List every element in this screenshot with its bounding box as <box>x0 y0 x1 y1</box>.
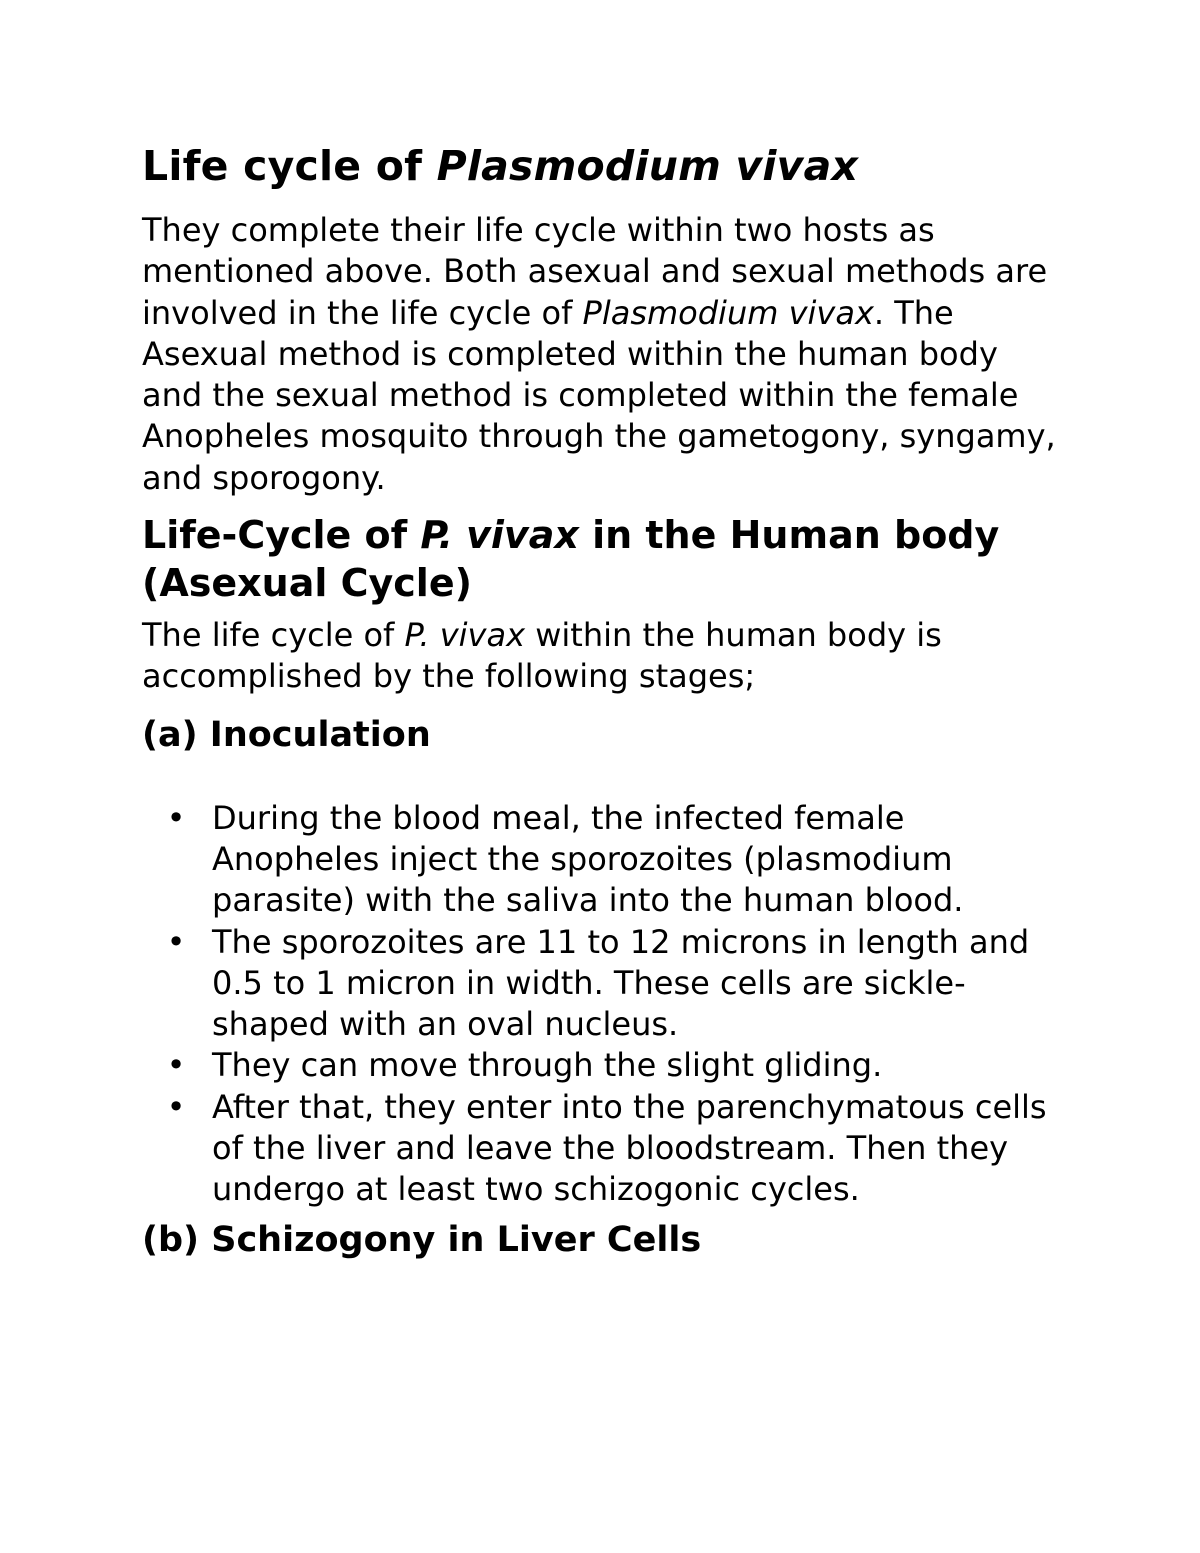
bullet-icon: • <box>166 1087 186 1126</box>
inoculation-heading: (a) Inoculation <box>142 714 431 755</box>
section-heading-prefix: Life-Cycle of <box>142 513 421 558</box>
document-page <box>142 136 1062 1277</box>
list-item <box>142 1045 1062 1086</box>
section-heading-suffix: in the Human body (Asexual Cycle) <box>142 513 1000 606</box>
list-item-text: During the blood meal, the infected female Anopheles inject the sporozoites (plasmodium parasite) with the saliva into the human blood. <box>212 798 964 920</box>
bullet-icon: • <box>166 922 186 961</box>
bullet-icon: • <box>166 798 186 837</box>
human-cycle-text-2: within the human body is accomplished by the following stages; <box>142 616 942 696</box>
human-cycle-paragraph <box>142 615 1062 698</box>
title-prefix: Life cycle of <box>142 142 437 190</box>
intro-species: Plasmodium vivax <box>582 293 874 332</box>
intro-text-1: They complete their life cycle within two hosts as mentioned above. Both asexual and sexual methods are involved in the life cycle of <box>142 211 1048 332</box>
section-heading-species: P. vivax <box>420 513 579 558</box>
list-item <box>142 798 1062 922</box>
human-cycle-text-1: The life cycle of <box>142 616 405 655</box>
list-item-text: After that, they enter into the parenchymatous cells of the liver and leave the bloodstream. Then they undergo at least two schizogonic cycles. <box>212 1087 1047 1209</box>
section-heading-human-cycle <box>142 511 1062 607</box>
list-item-text: The sporozoites are 11 to 12 microns in length and 0.5 to 1 micron in width. These cells are sickle-shaped with an oval nucleus. <box>212 922 1030 1044</box>
schizogony-heading: (b) Schizogony in Liver Cells <box>142 1219 702 1260</box>
title-species: Plasmodium vivax <box>436 142 859 190</box>
intro-paragraph <box>142 210 1062 499</box>
list-item <box>142 922 1062 1046</box>
human-cycle-species: P. vivax <box>404 616 526 655</box>
list-item <box>142 1087 1062 1211</box>
bullet-icon: • <box>166 1046 186 1085</box>
list-item-text: They can move through the slight gliding. <box>212 1046 883 1085</box>
inoculation-list <box>142 798 1062 1211</box>
intro-text-2: . The Asexual method is completed within the human body and the sexual method is completed within the female Anopheles mosquito through the gametogony, syngamy, and sporogony. <box>142 293 1056 497</box>
page-title <box>142 136 1062 196</box>
